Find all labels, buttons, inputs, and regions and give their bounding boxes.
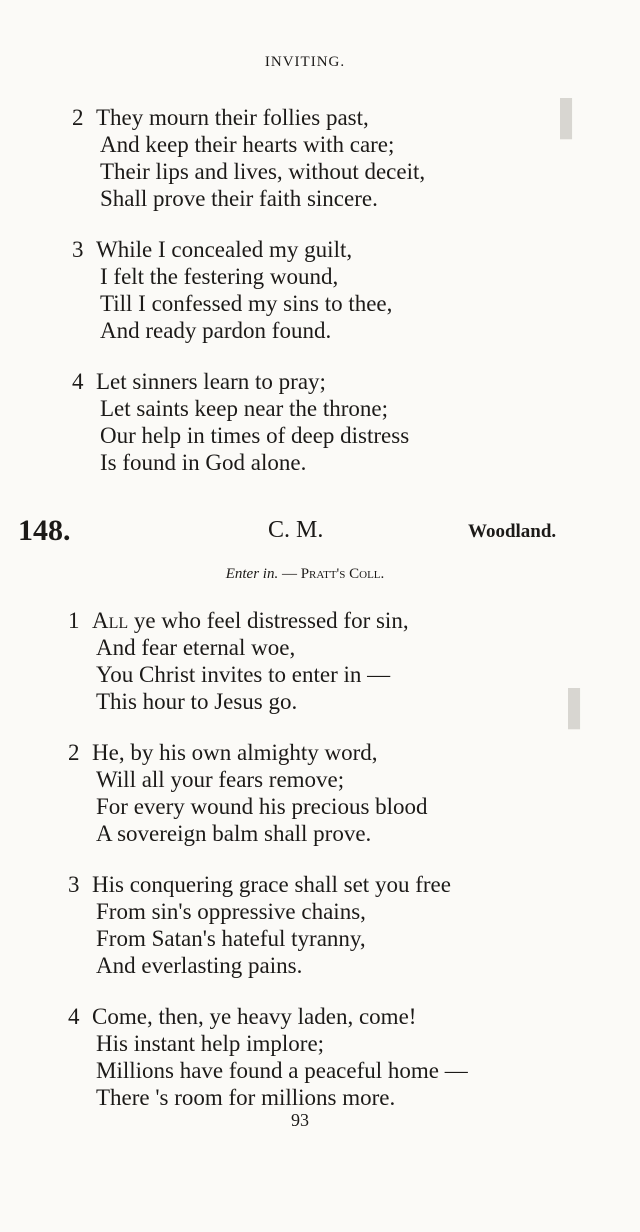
verse-line [68, 1084, 468, 1111]
verse-text: From Satan's hateful tyranny, [96, 926, 366, 951]
source-collection: Pratt's Coll. [300, 566, 385, 582]
stanza [68, 739, 428, 847]
stanza [68, 871, 451, 979]
verse-text: ye who feel distressed for sin, [128, 608, 409, 633]
verse-text: Come, then, ye heavy laden, come! [92, 1004, 417, 1029]
verse-text: And fear eternal woe, [96, 635, 296, 660]
verse-text: This hour to Jesus go. [96, 689, 298, 714]
verse-text: A sovereign balm shall prove. [96, 821, 372, 846]
tune-name: Woodland. [468, 521, 557, 542]
stanza [72, 104, 425, 212]
verse-text: They mourn their follies past, [96, 105, 369, 130]
verse-line [72, 449, 409, 476]
verse-line [68, 661, 409, 688]
verse-line [72, 368, 409, 395]
verse-line [72, 131, 425, 158]
verse-line [68, 634, 409, 661]
stanza-number: 2 [72, 105, 84, 130]
verse-text: Their lips and lives, without deceit, [100, 159, 426, 184]
stanza-number: 3 [68, 872, 80, 897]
stanza [72, 236, 392, 344]
verse-text: And keep their hearts with care; [100, 132, 395, 157]
verse-text: Let saints keep near the throne; [100, 396, 389, 421]
verse-line [68, 1030, 468, 1057]
verse-line [68, 739, 428, 766]
verse-line [68, 820, 428, 847]
running-head: INVITING. [264, 54, 346, 70]
stanza [68, 607, 409, 715]
verse-text: I felt the festering wound, [100, 264, 339, 289]
stanza-number: 4 [72, 369, 84, 394]
stanza-number: 1 [68, 608, 80, 633]
verse-text: And everlasting pains. [96, 953, 303, 978]
verse-line [68, 1057, 468, 1084]
verse-line [72, 263, 392, 290]
verse-text: Let sinners learn to pray; [96, 369, 326, 394]
verse-line [68, 607, 409, 634]
verse-line [72, 104, 425, 131]
verse-line [72, 317, 392, 344]
stanza-number: 2 [68, 740, 80, 765]
hymn-source [0, 566, 610, 583]
verse-line [72, 395, 409, 422]
verse-line [68, 793, 428, 820]
verse-text: From sin's oppressive chains, [96, 899, 366, 924]
first-word: All [92, 608, 129, 633]
verse-line [72, 236, 392, 263]
verse-line [72, 185, 425, 212]
verse-text: Is found in God alone. [100, 450, 307, 475]
hymn-meter: C. M. [268, 517, 324, 543]
verse-text: Till I confessed my sins to thee, [100, 291, 393, 316]
verse-line [68, 925, 451, 952]
page-number: 93 [291, 1110, 309, 1130]
verse-text: His instant help implore; [96, 1031, 325, 1056]
hymn-number: 148. [18, 514, 71, 547]
verse-text: While I concealed my guilt, [96, 237, 353, 262]
stanza-number: 3 [72, 237, 84, 262]
verse-line [68, 952, 451, 979]
verse-line [68, 1003, 468, 1030]
verse-line [72, 422, 409, 449]
verse-text: Millions have found a peaceful home — [96, 1058, 468, 1083]
stanza [72, 368, 409, 476]
show-through-mark: ▌ [568, 690, 593, 727]
show-through-mark: ▌ [560, 100, 585, 137]
source-separator: — [278, 566, 301, 582]
verse-line [68, 898, 451, 925]
verse-text: Shall prove their faith sincere. [100, 186, 378, 211]
verse-text: And ready pardon found. [100, 318, 332, 343]
verse-line [72, 290, 392, 317]
verse-text: He, by his own almighty word, [92, 740, 378, 765]
verse-line [68, 688, 409, 715]
verse-text: You Christ invites to enter in — [96, 662, 391, 687]
verse-text: His conquering grace shall set you free [92, 872, 451, 897]
verse-text: There 's room for millions more. [96, 1085, 396, 1110]
verse-text: For every wound his precious blood [96, 794, 428, 819]
stanza-number: 4 [68, 1004, 80, 1029]
source-title: Enter in. [225, 566, 279, 582]
verse-line [72, 158, 425, 185]
verse-text: Our help in times of deep distress [100, 423, 410, 448]
verse-line [68, 871, 451, 898]
stanza [68, 1003, 468, 1111]
verse-text: Will all your fears remove; [96, 767, 345, 792]
verse-line [68, 766, 428, 793]
